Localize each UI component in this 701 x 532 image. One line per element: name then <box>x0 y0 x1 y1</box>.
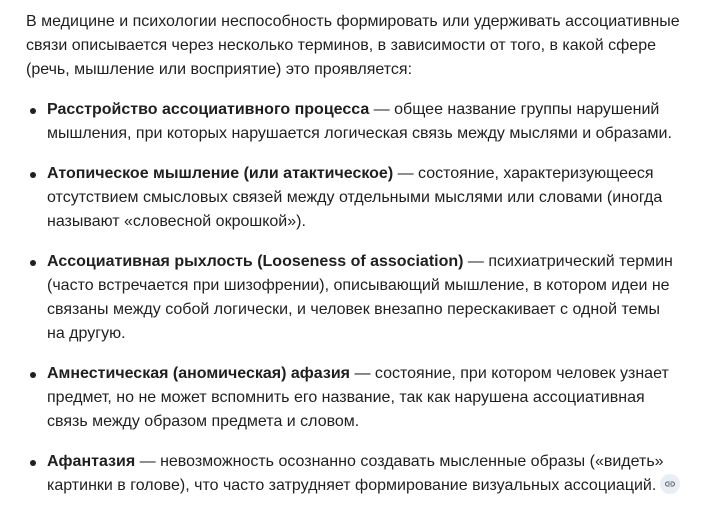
bullet-dot <box>30 372 36 378</box>
bullet-dot <box>30 260 36 266</box>
link-icon <box>664 478 676 490</box>
intro-paragraph: В медицине и психологии неспособность формировать или удерживать ассоциативные связи описывается через несколько терминов, в зависимости от того, в какой сфере (речь, мышление или восприятие) это проявляется: <box>26 13 680 78</box>
term-description: — общее название группы нарушений мышления, при которых нарушается логическая связь между мыслями и образами. <box>47 101 672 142</box>
term-name: Расстройство ассоциативного процесса <box>47 101 370 118</box>
list-item <box>26 362 681 434</box>
term-name: Ассоциативная рыхлость (Looseness of association) <box>47 253 464 270</box>
term-description: — невозможность осознанно создавать мысленные образы («видеть» картинки в голове), что часто затрудняет формирование визуальных ассоциаций. <box>47 453 664 494</box>
term-name: Атопическое мышление (или атактическое) <box>47 165 394 182</box>
terms-list <box>26 98 681 498</box>
term-name: Афантазия <box>47 453 136 470</box>
list-item <box>26 250 681 346</box>
term-description: — психиатрический термин (часто встречается при шизофрении), описывающий мышление, в котором идеи не связаны между собой логически, и человек внезапно перескакивает с одной темы на другую. <box>47 253 673 342</box>
term-description: — состояние, характеризующееся отсутствием смысловых связей между отдельными мыслями или словами (иногда называют «словесной окрошкой»). <box>47 165 663 230</box>
term-description: — состояние, при котором человек узнает предмет, но не может вспомнить его название, так как нарушена ассоциативная связь между образом предмета и словом. <box>47 365 669 430</box>
list-item <box>26 98 681 146</box>
term-name: Амнестическая (аномическая) афазия <box>47 365 351 382</box>
list-item <box>26 162 681 234</box>
bullet-dot <box>30 460 36 466</box>
bullet-dot <box>30 108 36 114</box>
source-link-button[interactable] <box>660 474 680 494</box>
list-item <box>26 450 681 498</box>
bullet-dot <box>30 172 36 178</box>
